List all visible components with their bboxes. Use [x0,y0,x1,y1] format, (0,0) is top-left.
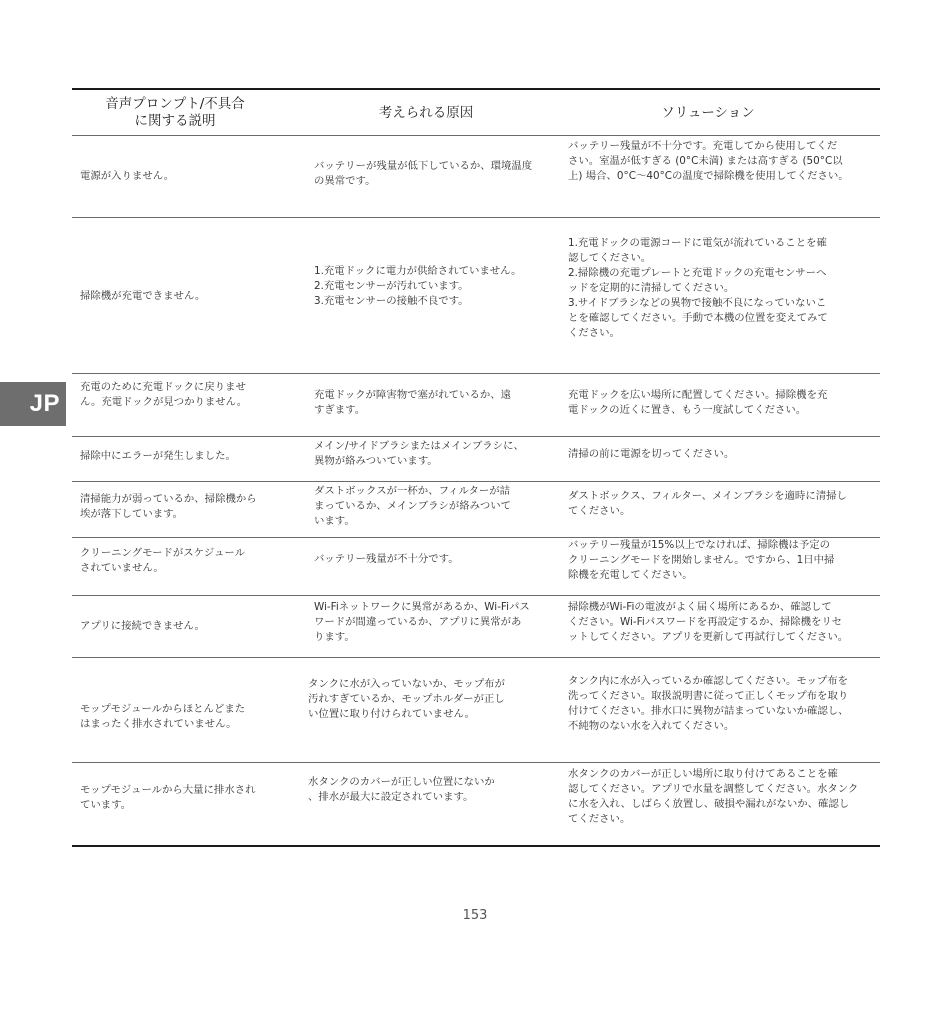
text-line: ています。 [80,799,132,811]
text-line: 掃除機がWi-Fiの電波がよく届く場所にあるか、確認して [568,601,832,613]
text-line: 電ドックの近くに置き、もう一度試してください。 [568,404,807,416]
text-line: されていません。 [80,562,164,574]
text-line: 不純物のない水を入れてください。 [568,720,735,732]
text-line: 認してください。 [568,252,652,264]
table-row [72,374,880,437]
text-line: はまったく排水されていません。 [80,718,237,730]
text-line: バッテリー残量が15%以上でなければ、掃除機は予定の [568,539,831,551]
text-line: 付けてください。排水口に異物が詰まっていないか確認し、 [568,705,849,717]
text-line: クリーニングモードを開始しません。ですから、1日中掃 [568,554,835,566]
text-line: 上) 場合、0°C〜40°Cの温度で掃除機を使用してください。 [568,170,849,182]
text-line: アプリに接続できません。 [80,620,205,632]
text-line: ください。 [568,327,620,339]
text-line: さい。室温が低すぎる (0°C未満) または高すぎる (50°C以 [568,155,843,167]
text-line: 埃が落下しています。 [80,508,184,520]
text-line: バッテリー残量が不十分です。充電してから使用してくだ [568,140,838,152]
solution-cell [568,388,870,418]
table-row [72,763,880,845]
text-line: モップモジュールからほとんどまた [80,703,246,715]
text-line: 3.サイドブラシなどの異物で接触不良になっていないこ [568,297,827,309]
text-line: い位置に取り付けられていません。 [308,708,475,720]
text-line: とを確認してください。手動で本機の位置を変えてみて [568,312,828,324]
header-solution: ソリューション [661,105,755,121]
text-line: に水を入れ、しばらく放置し、破損や漏れがないか、確認し [568,798,850,810]
text-line: 水タンクのカバーが正しい位置にないか [308,776,495,788]
cause-cell [308,775,552,805]
text-line: 2.掃除機の充電プレートと充電ドックの充電センサーへ [568,267,827,279]
text-line: クリーニングモードがスケジュール [80,547,246,559]
text-line: 除機を充電してください。 [568,569,693,581]
problem-cell [80,449,292,464]
text-line: 1.充電ドックに電力が供給されていません。 [314,265,522,277]
cause-cell [314,552,558,567]
text-line: バッテリー残量が不十分です。 [314,553,459,565]
text-line: ッドを定期的に清掃してください。 [568,282,735,294]
text-line: ットしてください。アプリを更新して再試行してください。 [568,631,849,643]
solution-cell [568,538,870,583]
cause-cell [314,159,558,189]
page-number: 153 [462,908,488,923]
text-line: 異物が絡みついています。 [314,455,438,467]
solution-cell [568,767,870,827]
text-line: 電源が入りません。 [80,170,175,182]
text-line: 2.充電センサーが汚れています。 [314,280,469,292]
text-line: ん。充電ドックが見つかりません。 [80,396,248,408]
solution-cell [568,236,870,341]
text-line: 清掃の前に電源を切ってください。 [568,448,735,460]
solution-cell [568,600,870,645]
problem-cell [80,546,292,576]
text-line: 認してください。アプリで水量を調整してください。水タンク [568,783,859,795]
text-line: まっているか、メインブラシが絡みついて [314,500,512,512]
table-header [72,90,880,136]
text-line: タンク内に水が入っているか確認してください。モップ布を [568,675,849,687]
text-line: ダストボックスが一杯か、フィルターが詰 [314,485,511,497]
problem-cell [80,619,292,634]
solution-cell [568,489,870,519]
cause-cell [314,388,558,418]
cause-cell [308,677,552,722]
text-line: メイン/サイドブラシまたはメインブラシに、 [314,440,524,452]
cause-cell [314,264,558,309]
text-line: ります。 [314,631,355,643]
problem-cell [80,169,292,184]
text-line: ワードが間違っているか、アプリに異常があ [314,616,522,628]
text-line: 充電ドックが障害物で塞がれているか、遠 [314,389,512,401]
solution-cell [568,447,870,462]
text-line: の異常です。 [314,175,376,187]
table-row [72,482,880,538]
text-line: に関する説明 [134,113,216,129]
cause-cell [314,484,558,529]
text-line: 充電ドックを広い場所に配置してください。掃除機を充 [568,389,828,401]
text-line: 清掃能力が弱っているか、掃除機から [80,493,257,505]
table-row [72,218,880,374]
text-line: てください。 [568,505,631,517]
text-line: 掃除機が充電できません。 [80,290,206,302]
text-line: 水タンクのカバーが正しい場所に取り付けてあることを確 [568,768,838,780]
text-line: います。 [314,515,355,527]
cause-cell [314,600,558,645]
table-row [72,658,880,763]
solution-cell [568,674,870,734]
table-row [72,538,880,596]
header-cause: 考えられる原因 [378,105,474,121]
table-row [72,596,880,658]
language-tab: JP [0,382,66,426]
text-line: 汚れすぎているか、モップホルダーが正し [308,693,505,705]
text-line: 3.充電センサーの接触不良です。 [314,295,469,307]
problem-cell [80,289,292,304]
text-line: モップモジュールから大量に排水され [80,784,256,796]
text-line: ください。Wi-Fiパスワードを再設定するか、掃除機をリセ [568,616,843,628]
troubleshooting-table [72,88,880,847]
text-line: 充電のために充電ドックに戻りませ [80,381,246,393]
cause-cell [314,439,558,469]
table-row [72,437,880,482]
text-line: 掃除中にエラーが発生しました。 [80,450,236,462]
text-line: 、排水が最大に設定されています。 [308,791,474,803]
text-line: ダストボックス、フィルター、メインブラシを適時に清掃し [568,490,847,502]
text-line: 音声プロンプト/不具合 [105,96,245,112]
solution-cell [568,139,870,184]
problem-cell [80,783,292,813]
header-description [80,96,270,130]
text-line: タンクに水が入っていないか、モップ布が [308,678,505,690]
problem-cell [80,380,292,410]
text-line: てください。 [568,813,631,825]
text-line: バッテリーが残量が低下しているか、環境温度 [314,160,533,172]
text-line: Wi-Fiネットワークに異常があるか、Wi-Fiパス [314,601,530,613]
table-row [72,136,880,218]
problem-cell [80,492,292,522]
text-line: 洗ってください。取扱説明書に従って正しくモップ布を取り [568,690,849,702]
text-line: すぎます。 [314,404,366,416]
text-line: 1.充電ドックの電源コードに電気が流れていることを確 [568,237,827,249]
problem-cell [80,702,292,732]
